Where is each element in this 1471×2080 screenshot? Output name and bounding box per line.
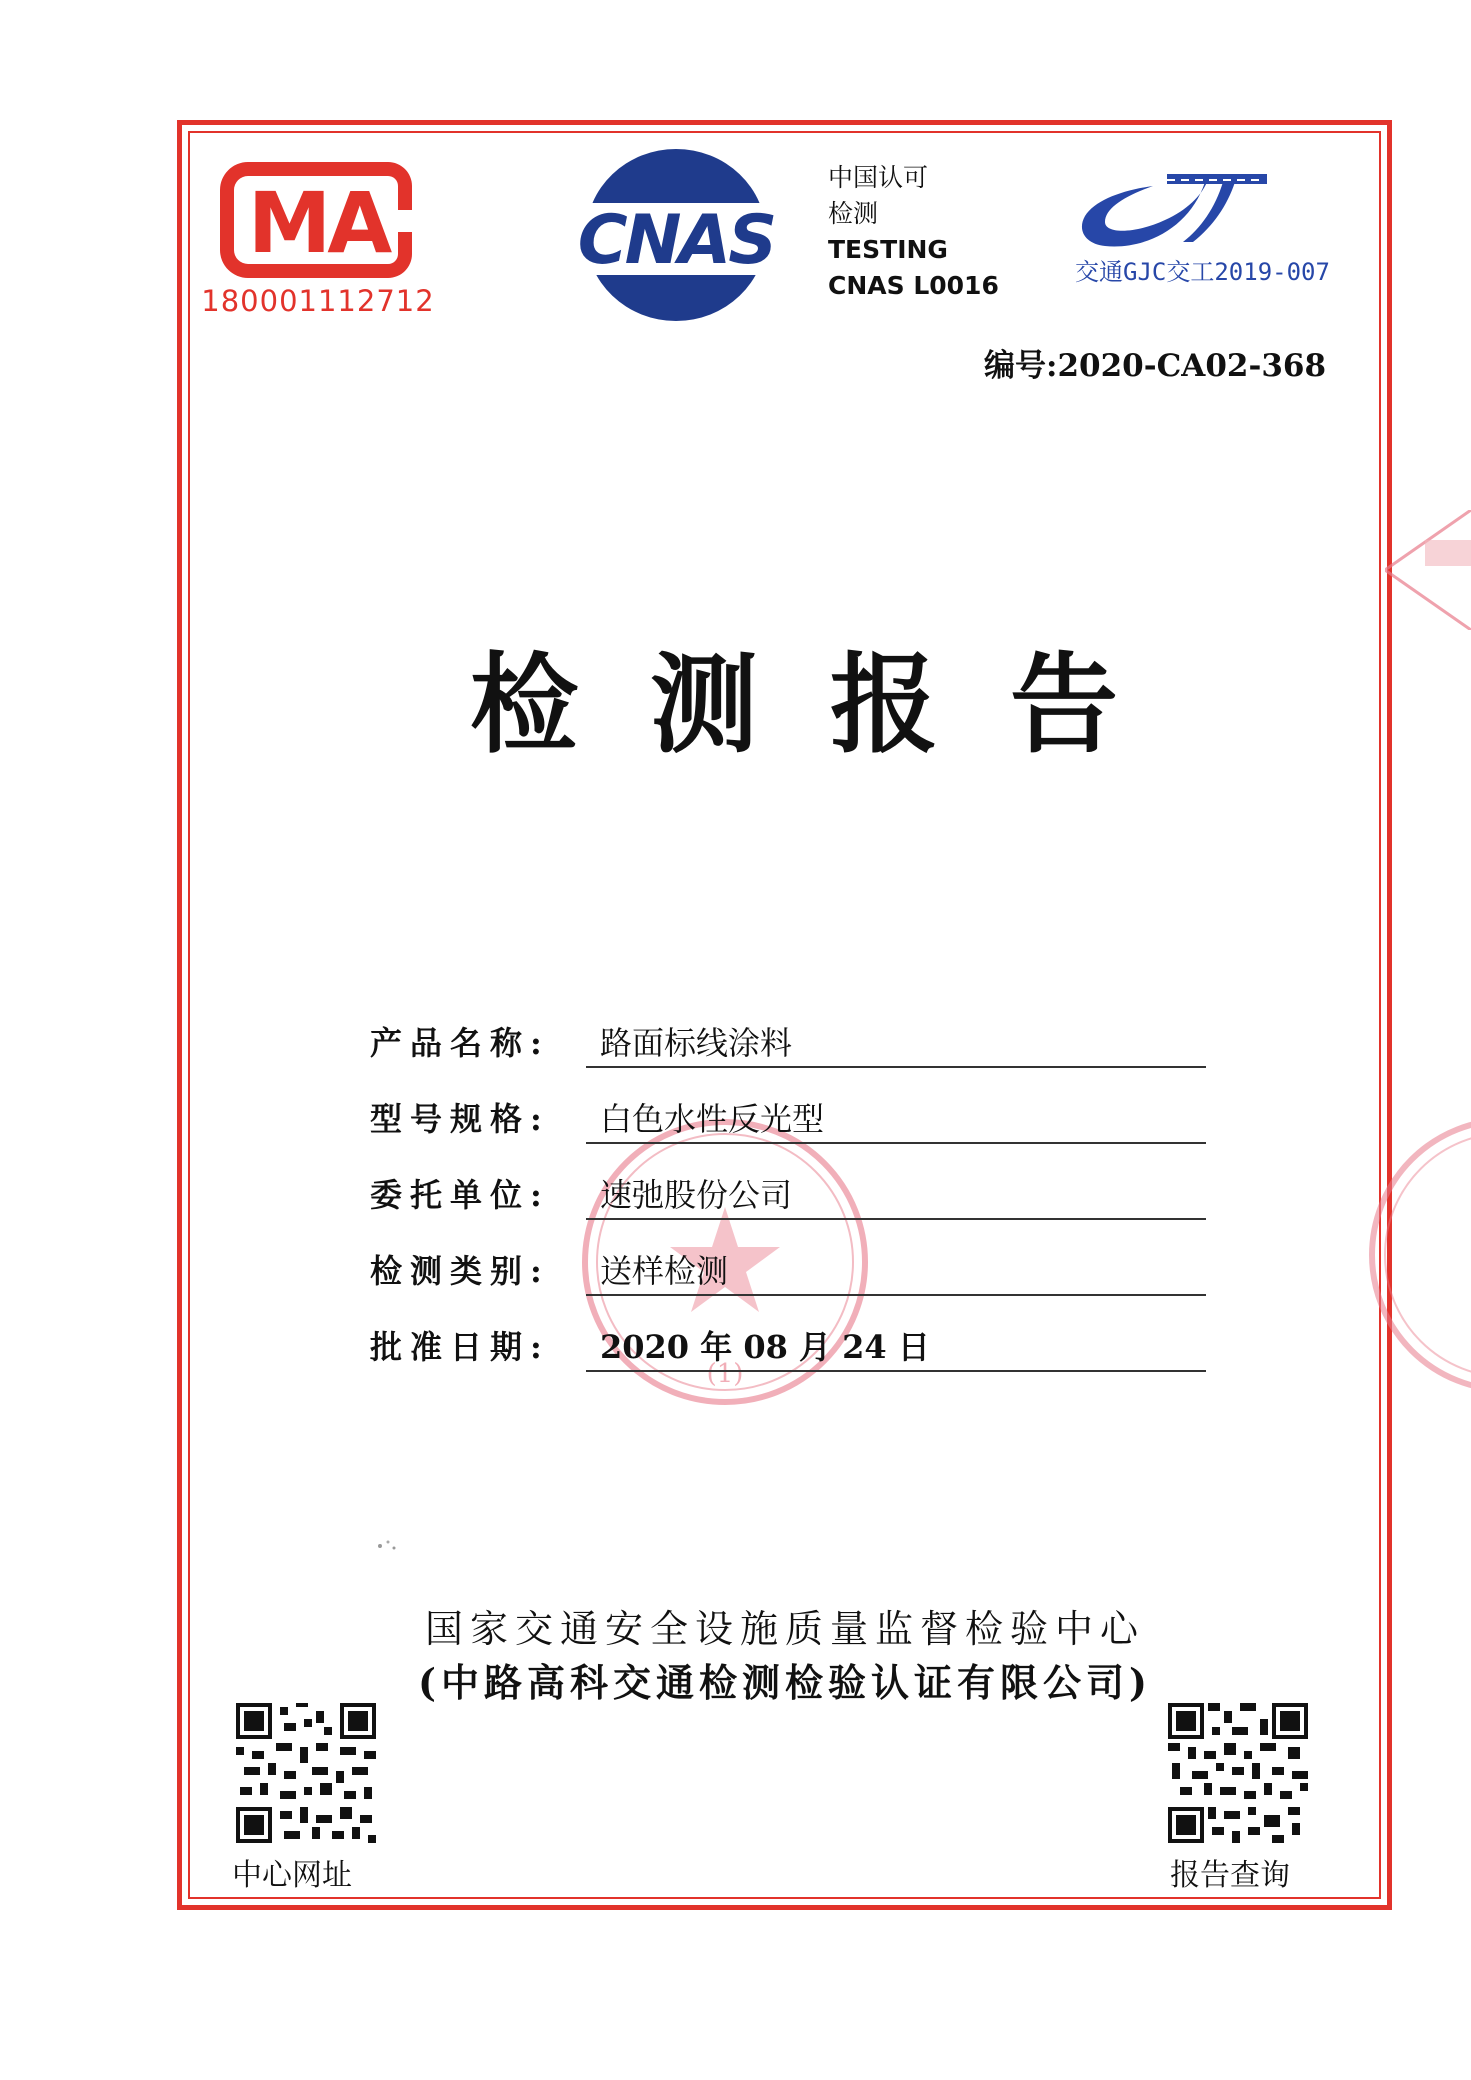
cnas-accreditation-text [828, 160, 1028, 304]
cnas-logo [556, 143, 796, 328]
cnas-logo-text: CNAS [577, 201, 775, 280]
qr-code-website[interactable] [236, 1703, 376, 1843]
field-underline [586, 1294, 1206, 1296]
field-underline [586, 1218, 1206, 1220]
field-underline [586, 1066, 1206, 1068]
field-underline [586, 1142, 1206, 1144]
qr-code-report-query[interactable] [1168, 1703, 1308, 1843]
cnas-line-4: CNAS L0016 [828, 271, 999, 300]
field-label: 委托单位: [370, 1176, 550, 1214]
field-label: 批准日期: [370, 1328, 550, 1366]
svg-text:MA: MA [247, 174, 389, 272]
field-value: 送样检测 [600, 1252, 729, 1290]
jiaotong-code: 交通GJC交工2019-007 [1075, 258, 1330, 286]
report-fields [370, 1010, 1210, 1390]
report-number: 编号:2020-CA02-368 [984, 348, 1327, 384]
field-model-spec [370, 1086, 1210, 1162]
field-client [370, 1162, 1210, 1238]
organization-subname: (中路高科交通检测检验认证有限公司) [418, 1660, 1152, 1705]
svg-text:(1): (1) [706, 1359, 744, 1389]
field-underline [586, 1370, 1206, 1372]
cnas-line-3: TESTING [828, 235, 948, 264]
organization-name: 国家交通安全设施质量监督检验中心 [424, 1607, 1145, 1651]
field-label: 检测类别: [370, 1252, 550, 1290]
cnas-line-2: 检测 [828, 199, 879, 228]
page-title: 检测报告 [470, 643, 1191, 768]
field-value: 2020 年 08 月 24 日 [600, 1328, 930, 1366]
field-value: 路面标线涂料 [600, 1024, 793, 1062]
qr-label-report-query: 报告查询 [1170, 1858, 1290, 1893]
scan-speck [372, 1536, 402, 1556]
field-label: 产品名称: [370, 1024, 550, 1062]
field-value: 白色水性反光型 [600, 1100, 825, 1138]
field-test-type [370, 1238, 1210, 1314]
seal-fragment-edge [1385, 510, 1471, 630]
field-product-name [370, 1010, 1210, 1086]
field-label: 型号规格: [370, 1100, 550, 1138]
seal-partial-right [1362, 1105, 1471, 1405]
cma-number: 180001112712 [201, 284, 435, 318]
cnas-line-1: 中国认可 [828, 163, 929, 192]
qr-label-website: 中心网址 [232, 1858, 352, 1893]
field-approval-date [370, 1314, 1210, 1390]
field-value: 速弛股份公司 [600, 1176, 793, 1214]
